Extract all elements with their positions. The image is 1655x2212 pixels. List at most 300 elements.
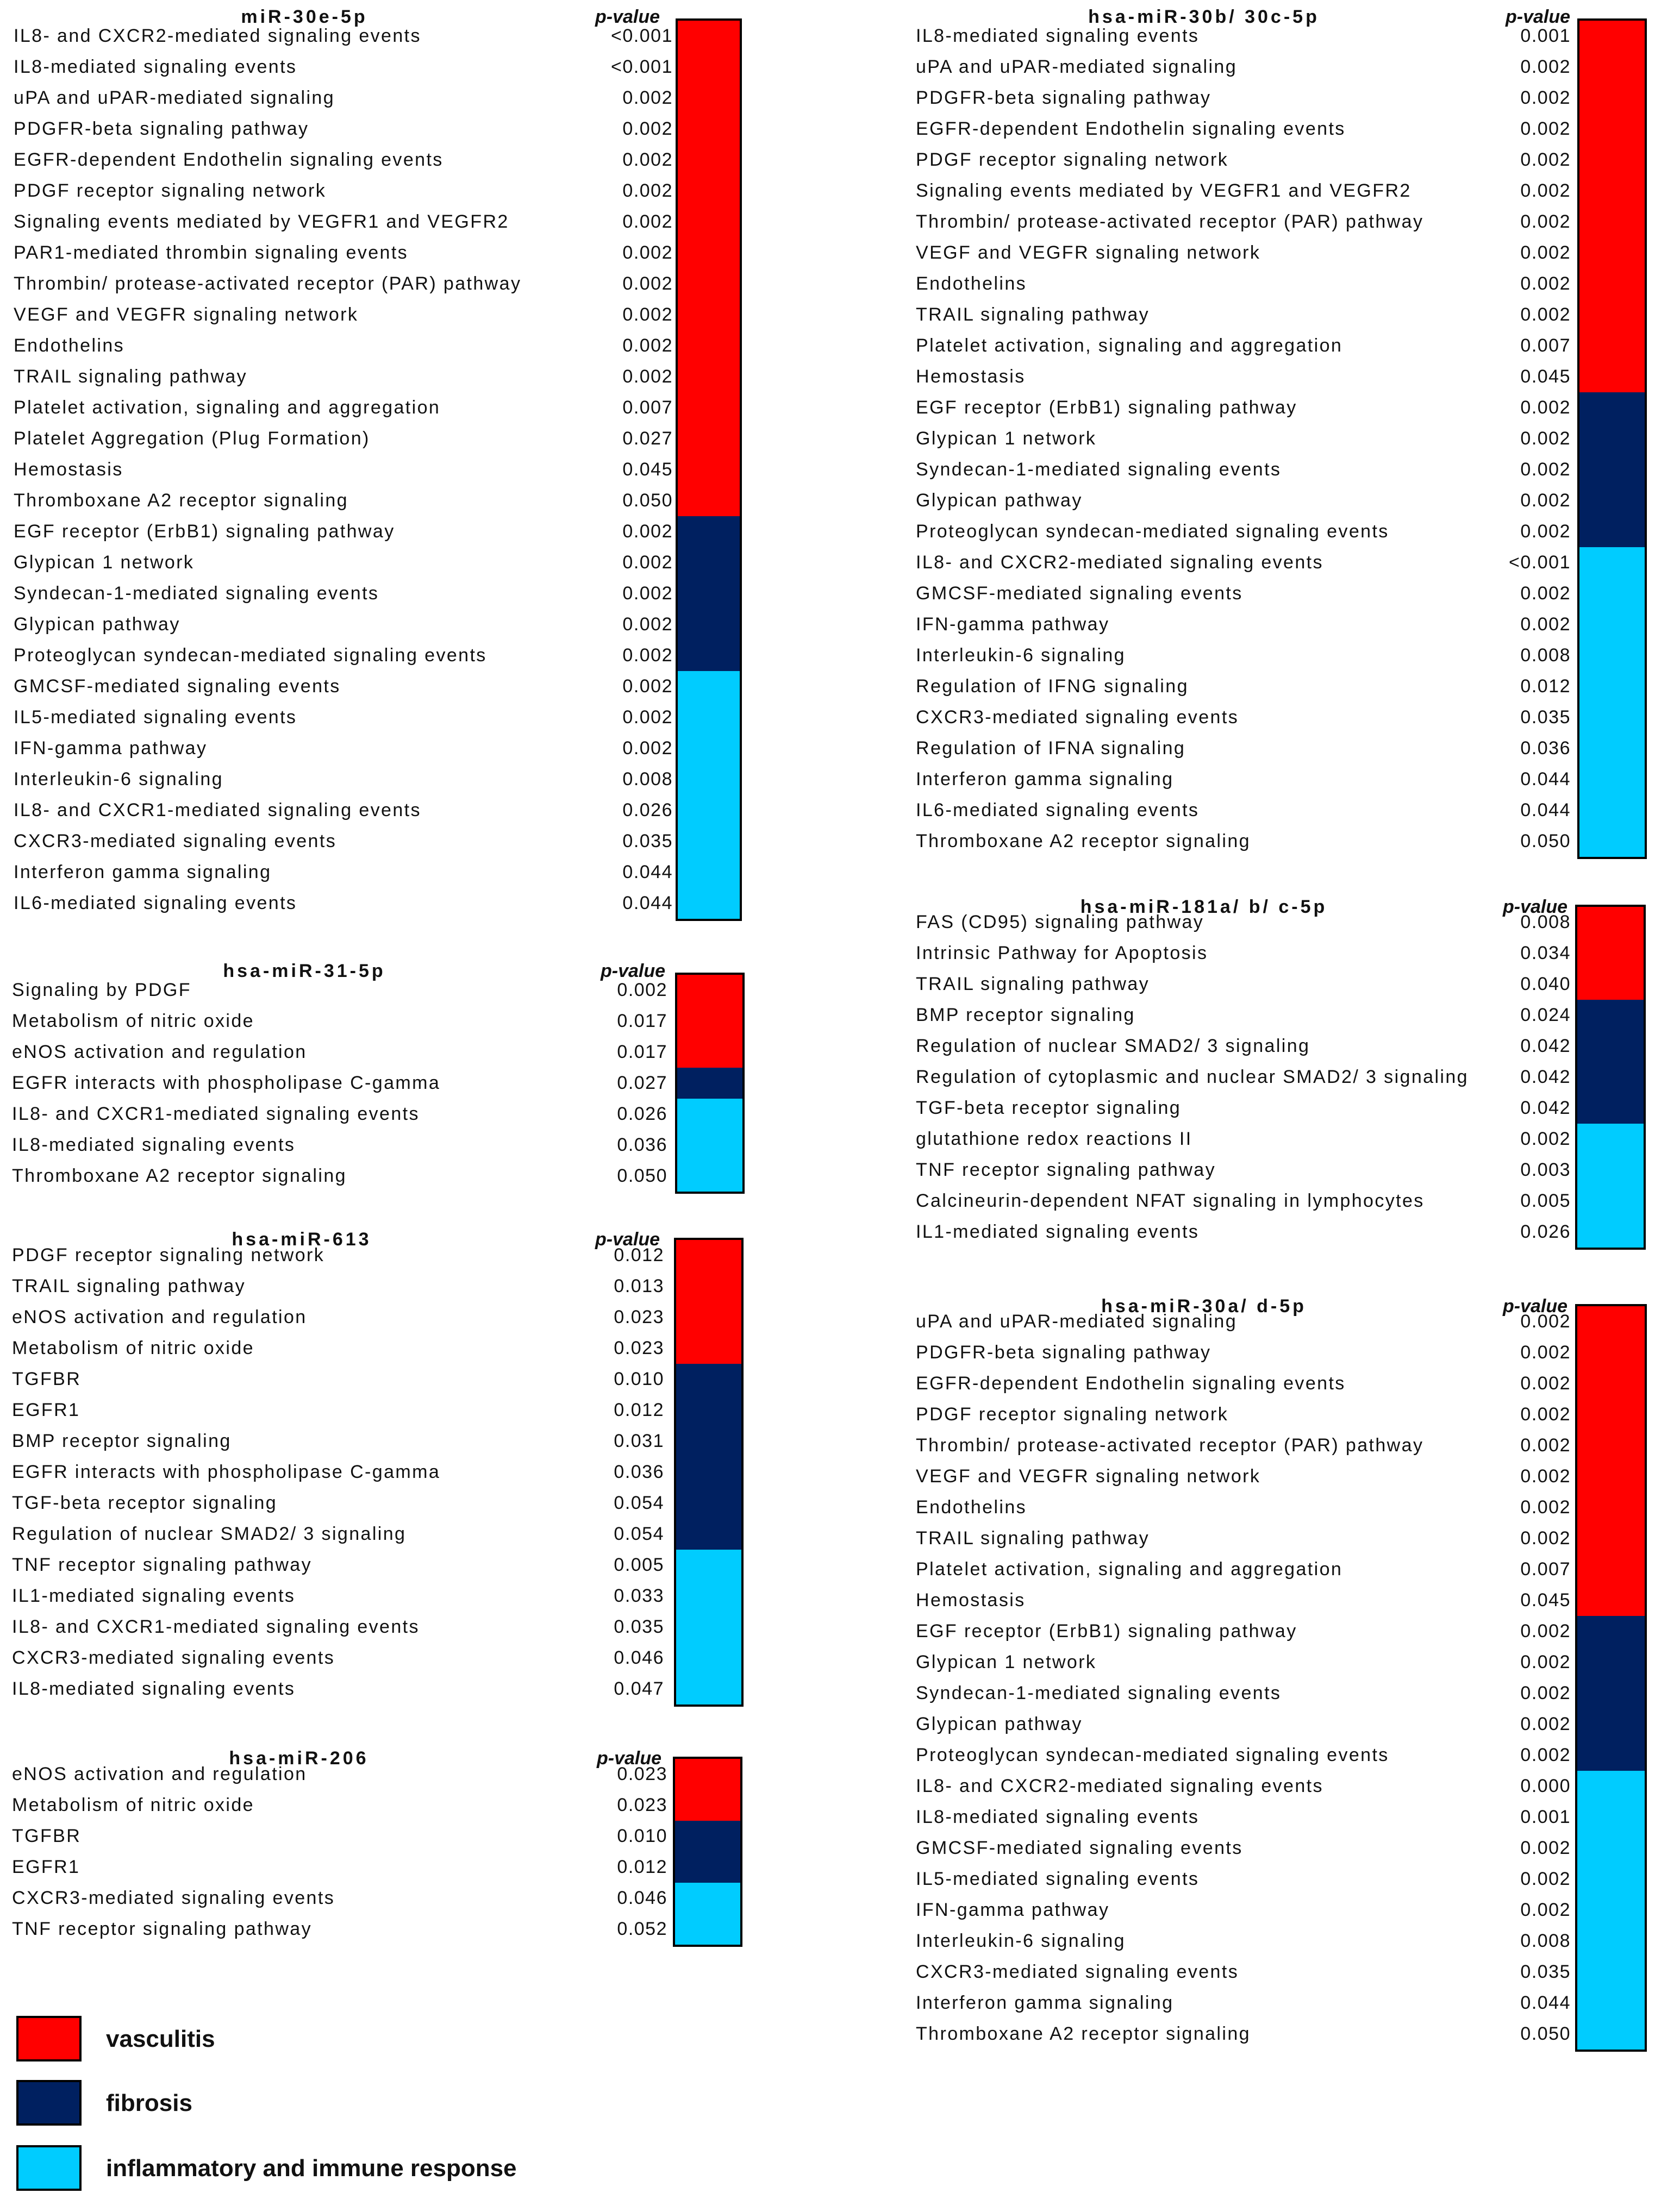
pathway-name: IL8-mediated signaling events [14, 56, 297, 77]
bar-segment-fibrosis [1577, 1000, 1644, 1128]
p-value: 0.040 [1520, 973, 1571, 994]
p-value: 0.035 [1520, 706, 1571, 728]
pathway-row [12, 1068, 667, 1099]
pvalue-header: p-value [1506, 7, 1571, 27]
pathway-row [14, 454, 673, 485]
bar-segment-vasculitis [676, 1240, 741, 1368]
p-value: 0.045 [622, 459, 673, 480]
pathway-name: Signaling by PDGF [12, 979, 191, 1000]
pathway-row [12, 1006, 667, 1037]
pathway-row [916, 485, 1571, 516]
p-value: 0.044 [1520, 799, 1571, 820]
p-value: 0.002 [622, 180, 673, 201]
p-value: 0.002 [1520, 1465, 1571, 1487]
pathway-row [14, 640, 673, 671]
bar-segment-vasculitis [675, 1759, 740, 1825]
pathway-row [916, 1062, 1571, 1093]
p-value: 0.002 [1520, 211, 1571, 232]
pathway-name: EGFR interacts with phospholipase C-gamma [12, 1461, 441, 1482]
pathway-row [916, 1093, 1571, 1124]
p-value: 0.002 [1520, 1620, 1571, 1641]
pathway-row [916, 1337, 1571, 1368]
p-value: 0.042 [1520, 1097, 1571, 1118]
p-value: 0.002 [1520, 273, 1571, 294]
pathway-row [12, 1914, 667, 1945]
bar-segment-vasculitis [1577, 1306, 1645, 1620]
pathway-row [916, 516, 1571, 547]
p-value: 0.036 [617, 1134, 667, 1155]
pathway-row [916, 145, 1571, 176]
pathway-row [916, 330, 1571, 361]
p-value: 0.036 [1520, 737, 1571, 759]
pvalue-header: p-value [595, 1229, 660, 1250]
bar-segment-inflammatory [1577, 1124, 1644, 1250]
pathway-name: IL1-mediated signaling events [12, 1585, 296, 1606]
p-value: 0.035 [622, 830, 673, 851]
bar-segment-vasculitis [1577, 907, 1644, 1004]
pvalue-header: p-value [595, 7, 660, 27]
legend-label-inflammatory: inflammatory and immune response [106, 2155, 517, 2182]
p-value: 0.005 [1520, 1190, 1571, 1211]
legend-swatch-fibrosis [16, 2080, 82, 2126]
legend-label-fibrosis: fibrosis [106, 2090, 192, 2116]
legend-item-vasculitis [16, 2016, 560, 2076]
pathway-row [916, 640, 1571, 671]
pathway-row [916, 1647, 1571, 1678]
p-value: 0.046 [617, 1887, 667, 1908]
p-value: 0.002 [1520, 1311, 1571, 1332]
bar-segment-vasculitis [678, 21, 740, 521]
pathway-row [14, 83, 673, 114]
pathway-row [916, 392, 1571, 423]
pathway-name: TGFBR [12, 1368, 82, 1389]
pathway-row [14, 671, 673, 702]
p-value: 0.002 [1520, 1899, 1571, 1920]
pathway-name: Signaling events mediated by VEGFR1 and VEGFR2 [14, 211, 509, 232]
bar-segment-inflammatory [677, 1099, 742, 1194]
pathway-name: IFN-gamma pathway [916, 613, 1110, 635]
p-value: <0.001 [1509, 552, 1571, 573]
pathway-row [14, 857, 673, 888]
pathway-name: IL6-mediated signaling events [916, 799, 1200, 820]
p-value: 0.002 [1520, 613, 1571, 635]
pathway-name: TGF-beta receptor signaling [916, 1097, 1182, 1118]
pathway-name: PDGFR-beta signaling pathway [916, 1342, 1211, 1363]
pathway-row [14, 795, 673, 826]
pathway-name: eNOS activation and regulation [12, 1763, 307, 1784]
pathway-row [916, 454, 1571, 485]
p-value: 0.002 [1520, 87, 1571, 108]
p-value: 0.023 [614, 1337, 664, 1358]
pathway-row [14, 268, 673, 299]
pathway-name: IL8- and CXCR2-mediated signaling events [916, 1775, 1323, 1796]
pathway-row [916, 969, 1571, 1000]
bar-segment-fibrosis [677, 1068, 742, 1103]
pathway-name: PDGF receptor signaling network [12, 1244, 325, 1265]
bar-segment-inflammatory [1577, 1771, 1645, 2052]
pathway-row [14, 114, 673, 145]
pathway-name: IFN-gamma pathway [14, 737, 208, 759]
p-value: 0.045 [1520, 366, 1571, 387]
pathway-name: uPA and uPAR-mediated signaling [916, 1311, 1238, 1332]
p-value: 0.050 [1520, 2023, 1571, 2044]
pathway-name: IL8-mediated signaling events [12, 1678, 296, 1699]
pvalue-header: p-value [1503, 897, 1568, 917]
pathway-row [916, 176, 1571, 206]
pathway-name: Interleukin-6 signaling [14, 768, 223, 789]
pathway-name: Syndecan-1-mediated signaling events [14, 582, 379, 604]
p-value: 0.012 [1520, 675, 1571, 697]
pathway-name: IFN-gamma pathway [916, 1899, 1110, 1920]
pathway-name: Syndecan-1-mediated signaling events [916, 1682, 1282, 1703]
pathway-row [916, 1000, 1571, 1031]
pathway-row [12, 1550, 664, 1581]
pathway-row [12, 1612, 664, 1643]
pathway-name: TRAIL signaling pathway [916, 304, 1150, 325]
pathway-row [916, 1709, 1571, 1740]
pathway-name: VEGF and VEGFR signaling network [916, 1465, 1261, 1487]
bar-segment-vasculitis [677, 975, 742, 1072]
pathway-row [14, 547, 673, 578]
pvalue-header: p-value [1503, 1296, 1568, 1317]
p-value: 0.002 [622, 87, 673, 108]
pathway-name: IL8-mediated signaling events [12, 1134, 296, 1155]
pathway-name: GMCSF-mediated signaling events [916, 582, 1243, 604]
category-bar [674, 1238, 744, 1707]
p-value: 0.002 [1520, 1527, 1571, 1549]
pathway-row [916, 1585, 1571, 1616]
p-value: 0.008 [622, 768, 673, 789]
pathway-row [916, 1554, 1571, 1585]
p-value: 0.005 [614, 1554, 664, 1575]
pathway-name: Thromboxane A2 receptor signaling [916, 2023, 1251, 2044]
pathway-row [12, 1161, 667, 1192]
pathway-row [916, 1155, 1571, 1186]
pathway-row [916, 795, 1571, 826]
pathway-name: PDGF receptor signaling network [916, 149, 1229, 170]
pathway-row [916, 83, 1571, 114]
bar-segment-inflammatory [676, 1550, 741, 1707]
panel-title: miR-30e-5p [241, 7, 368, 27]
pathway-row [916, 1957, 1571, 1988]
pathway-row [12, 1883, 667, 1914]
pathway-name: IL8- and CXCR1-mediated signaling events [12, 1103, 420, 1124]
pathway-name: Syndecan-1-mediated signaling events [916, 459, 1282, 480]
pathway-row [916, 1031, 1571, 1062]
p-value: 0.002 [617, 979, 667, 1000]
pathway-row [916, 423, 1571, 454]
pathway-row [916, 671, 1571, 702]
pathway-name: eNOS activation and regulation [12, 1041, 307, 1062]
p-value: 0.002 [622, 273, 673, 294]
p-value: 0.002 [622, 304, 673, 325]
pathway-name: IL6-mediated signaling events [14, 892, 297, 913]
p-value: 0.002 [1520, 149, 1571, 170]
pathway-row [916, 733, 1571, 764]
pathway-row [916, 609, 1571, 640]
pathway-row [14, 733, 673, 764]
pathway-name: GMCSF-mediated signaling events [916, 1837, 1243, 1858]
p-value: <0.001 [611, 25, 673, 46]
pathway-name: Interferon gamma signaling [916, 768, 1174, 789]
pathway-name: Endothelins [916, 273, 1027, 294]
legend-item-fibrosis [16, 2080, 560, 2140]
pathway-name: IL5-mediated signaling events [14, 706, 297, 728]
pathway-row [14, 145, 673, 176]
p-value: 0.002 [1520, 1342, 1571, 1363]
pathway-row [916, 938, 1571, 969]
p-value: 0.007 [1520, 1558, 1571, 1580]
p-value: 0.026 [622, 799, 673, 820]
pathway-row [14, 423, 673, 454]
pathway-name: IL8-mediated signaling events [916, 1806, 1200, 1827]
p-value: 0.002 [1520, 521, 1571, 542]
pathway-name: Regulation of cytoplasmic and nuclear SMAD2/ 3 signaling [916, 1066, 1469, 1087]
p-value: 0.000 [1520, 1775, 1571, 1796]
pathway-name: Signaling events mediated by VEGFR1 and VEGFR2 [916, 180, 1412, 201]
pathway-row [12, 1130, 667, 1161]
pathway-name: Interleukin-6 signaling [916, 644, 1126, 666]
pathway-row [916, 1864, 1571, 1895]
p-value: 0.002 [1520, 180, 1571, 201]
p-value: 0.046 [614, 1647, 664, 1668]
pathway-name: Glypican 1 network [916, 428, 1097, 449]
p-value: 0.002 [622, 242, 673, 263]
pathway-row [12, 1581, 664, 1612]
p-value: 0.002 [1520, 56, 1571, 77]
pathway-name: PDGF receptor signaling network [14, 180, 327, 201]
pathway-row [12, 1240, 664, 1271]
pathway-row [916, 1802, 1571, 1833]
pathway-row [12, 1821, 667, 1852]
pathway-name: Thromboxane A2 receptor signaling [12, 1165, 347, 1186]
p-value: 0.002 [622, 737, 673, 759]
p-value: 0.002 [1520, 1434, 1571, 1456]
p-value: 0.027 [617, 1072, 667, 1093]
p-value: 0.010 [614, 1368, 664, 1389]
legend-label-vasculitis: vasculitis [106, 2026, 215, 2052]
pathway-row [12, 1488, 664, 1519]
pathway-name: CXCR3-mediated signaling events [12, 1647, 335, 1668]
pathway-row [12, 1674, 664, 1705]
pathway-name: Metabolism of nitric oxide [12, 1010, 254, 1031]
pathway-row [14, 361, 673, 392]
p-value: 0.002 [1520, 1496, 1571, 1518]
pathway-name: TNF receptor signaling pathway [12, 1918, 313, 1939]
pathway-row [916, 907, 1571, 938]
p-value: 0.002 [1520, 242, 1571, 263]
pathway-row [12, 1333, 664, 1364]
pathway-name: VEGF and VEGFR signaling network [14, 304, 359, 325]
pathway-row [14, 21, 673, 52]
p-value: 0.007 [1520, 335, 1571, 356]
pathway-name: Regulation of IFNG signaling [916, 675, 1189, 697]
p-value: 0.001 [1520, 1806, 1571, 1827]
pathway-name: Proteoglycan syndecan-mediated signaling events [14, 644, 487, 666]
p-value: 0.002 [1520, 1682, 1571, 1703]
bar-segment-fibrosis [678, 516, 740, 675]
pathway-name: IL1-mediated signaling events [916, 1221, 1200, 1242]
pathway-row [916, 1833, 1571, 1864]
pathway-name: EGF receptor (ErbB1) signaling pathway [916, 1620, 1297, 1641]
category-bar [1577, 18, 1647, 859]
pathway-row [14, 888, 673, 919]
pathway-row [916, 764, 1571, 795]
pathway-row [916, 52, 1571, 83]
pathway-row [916, 1461, 1571, 1492]
legend-swatch-vasculitis [16, 2016, 82, 2061]
p-value: 0.001 [1520, 25, 1571, 46]
pathway-row [916, 299, 1571, 330]
p-value: 0.002 [622, 366, 673, 387]
pathway-name: Endothelins [14, 335, 125, 356]
pathway-row [916, 1186, 1571, 1217]
pathway-row [916, 1771, 1571, 1802]
pathway-name: Platelet Aggregation (Plug Formation) [14, 428, 370, 449]
pathway-name: Thrombin/ protease-activated receptor (PAR) pathway [14, 273, 522, 294]
category-bar [673, 1757, 742, 1947]
pathway-row [916, 1988, 1571, 2019]
pathway-name: IL5-mediated signaling events [916, 1868, 1200, 1889]
pathway-row [916, 2019, 1571, 2050]
category-bar [1575, 905, 1646, 1250]
pathway-name: Metabolism of nitric oxide [12, 1794, 254, 1815]
p-value: 0.002 [1520, 1403, 1571, 1425]
pathway-row [12, 975, 667, 1006]
pathway-name: Platelet activation, signaling and aggregation [916, 1558, 1343, 1580]
pathway-name: Interferon gamma signaling [916, 1992, 1174, 2013]
pathway-row [14, 764, 673, 795]
pathway-row [14, 485, 673, 516]
pathway-name: EGFR-dependent Endothelin signaling events [14, 149, 444, 170]
p-value: 0.002 [1520, 1651, 1571, 1672]
pathway-row [12, 1790, 667, 1821]
pathway-name: GMCSF-mediated signaling events [14, 675, 341, 697]
pathway-name: Regulation of nuclear SMAD2/ 3 signaling [12, 1523, 407, 1544]
pathway-row [14, 330, 673, 361]
pathway-row [12, 1519, 664, 1550]
pathway-name: EGFR1 [12, 1399, 80, 1420]
pathway-name: EGFR-dependent Endothelin signaling events [916, 118, 1346, 139]
p-value: 0.002 [622, 706, 673, 728]
bar-segment-fibrosis [1577, 1616, 1645, 1775]
p-value: 0.002 [1520, 397, 1571, 418]
p-value: 0.013 [614, 1275, 664, 1296]
pathway-row [14, 826, 673, 857]
pathway-row [12, 1457, 664, 1488]
p-value: 0.002 [622, 582, 673, 604]
p-value: 0.002 [622, 675, 673, 697]
pathway-row [12, 1643, 664, 1674]
p-value: 0.002 [1520, 459, 1571, 480]
p-value: 0.034 [1520, 942, 1571, 963]
pathway-name: TGFBR [12, 1825, 82, 1846]
pathway-row [12, 1426, 664, 1457]
pathway-row [14, 206, 673, 237]
pathway-name: TRAIL signaling pathway [12, 1275, 246, 1296]
pathway-row [14, 609, 673, 640]
pathway-name: TNF receptor signaling pathway [12, 1554, 313, 1575]
legend-swatch-inflammatory [16, 2145, 82, 2191]
pathway-name: TGF-beta receptor signaling [12, 1492, 278, 1513]
category-bar [675, 973, 745, 1194]
p-value: 0.045 [1520, 1589, 1571, 1611]
pathway-name: IL8- and CXCR2-mediated signaling events [916, 552, 1323, 573]
pathway-name: Glypican pathway [916, 490, 1083, 511]
pathway-name: Regulation of IFNA signaling [916, 737, 1186, 759]
p-value: 0.002 [1520, 1744, 1571, 1765]
pathway-name: Thromboxane A2 receptor signaling [916, 830, 1251, 851]
bar-segment-fibrosis [676, 1364, 741, 1554]
pathway-name: glutathione redox reactions II [916, 1128, 1192, 1149]
pathway-row [916, 268, 1571, 299]
pathway-name: Thromboxane A2 receptor signaling [14, 490, 348, 511]
p-value: 0.002 [1520, 1868, 1571, 1889]
pathway-row [12, 1364, 664, 1395]
p-value: 0.042 [1520, 1066, 1571, 1087]
pathway-name: Calcineurin-dependent NFAT signaling in lymphocytes [916, 1190, 1425, 1211]
pathway-name: Hemostasis [916, 1589, 1026, 1611]
pathway-name: Proteoglycan syndecan-mediated signaling events [916, 1744, 1389, 1765]
pathway-row [916, 702, 1571, 733]
p-value: 0.002 [622, 149, 673, 170]
p-value: 0.050 [622, 490, 673, 511]
p-value: 0.002 [1520, 582, 1571, 604]
pathway-row [916, 1523, 1571, 1554]
pathway-row [916, 1306, 1571, 1337]
pathway-row [916, 361, 1571, 392]
p-value: 0.002 [1520, 1837, 1571, 1858]
pathway-row [14, 176, 673, 206]
pathway-name: uPA and uPAR-mediated signaling [916, 56, 1238, 77]
p-value: 0.044 [1520, 768, 1571, 789]
pathway-row [916, 1124, 1571, 1155]
p-value: 0.008 [1520, 644, 1571, 666]
pathway-row [14, 392, 673, 423]
pathway-name: FAS (CD95) signaling pathway [916, 911, 1204, 932]
pathway-row [14, 702, 673, 733]
pathway-name: Thrombin/ protease-activated receptor (PAR) pathway [916, 1434, 1424, 1456]
pathway-row [916, 1895, 1571, 1926]
p-value: 0.002 [1520, 490, 1571, 511]
p-value: 0.010 [617, 1825, 667, 1846]
p-value: 0.012 [614, 1244, 664, 1265]
pathway-name: PDGFR-beta signaling pathway [916, 87, 1211, 108]
bar-segment-inflammatory [1579, 547, 1645, 859]
p-value: 0.033 [614, 1585, 664, 1606]
panel-title: hsa-miR-206 [229, 1748, 369, 1769]
pvalue-header: p-value [601, 961, 666, 981]
p-value: 0.023 [614, 1306, 664, 1327]
bar-segment-inflammatory [678, 671, 740, 921]
pathway-name: BMP receptor signaling [916, 1004, 1135, 1025]
pathway-name: EGF receptor (ErbB1) signaling pathway [916, 397, 1297, 418]
pathway-name: EGF receptor (ErbB1) signaling pathway [14, 521, 395, 542]
panel-title: hsa-miR-30a/ d-5p [1101, 1296, 1307, 1317]
pathway-name: Glypican pathway [916, 1713, 1083, 1734]
pathway-row [916, 114, 1571, 145]
pathway-name: Interleukin-6 signaling [916, 1930, 1126, 1951]
pathway-name: CXCR3-mediated signaling events [12, 1887, 335, 1908]
pathway-row [12, 1395, 664, 1426]
p-value: 0.044 [1520, 1992, 1571, 2013]
p-value: 0.002 [622, 644, 673, 666]
p-value: 0.042 [1520, 1035, 1571, 1056]
pathway-name: Glypican 1 network [14, 552, 195, 573]
pathway-name: Proteoglycan syndecan-mediated signaling events [916, 521, 1389, 542]
p-value: 0.023 [617, 1794, 667, 1815]
pathway-row [916, 1616, 1571, 1647]
